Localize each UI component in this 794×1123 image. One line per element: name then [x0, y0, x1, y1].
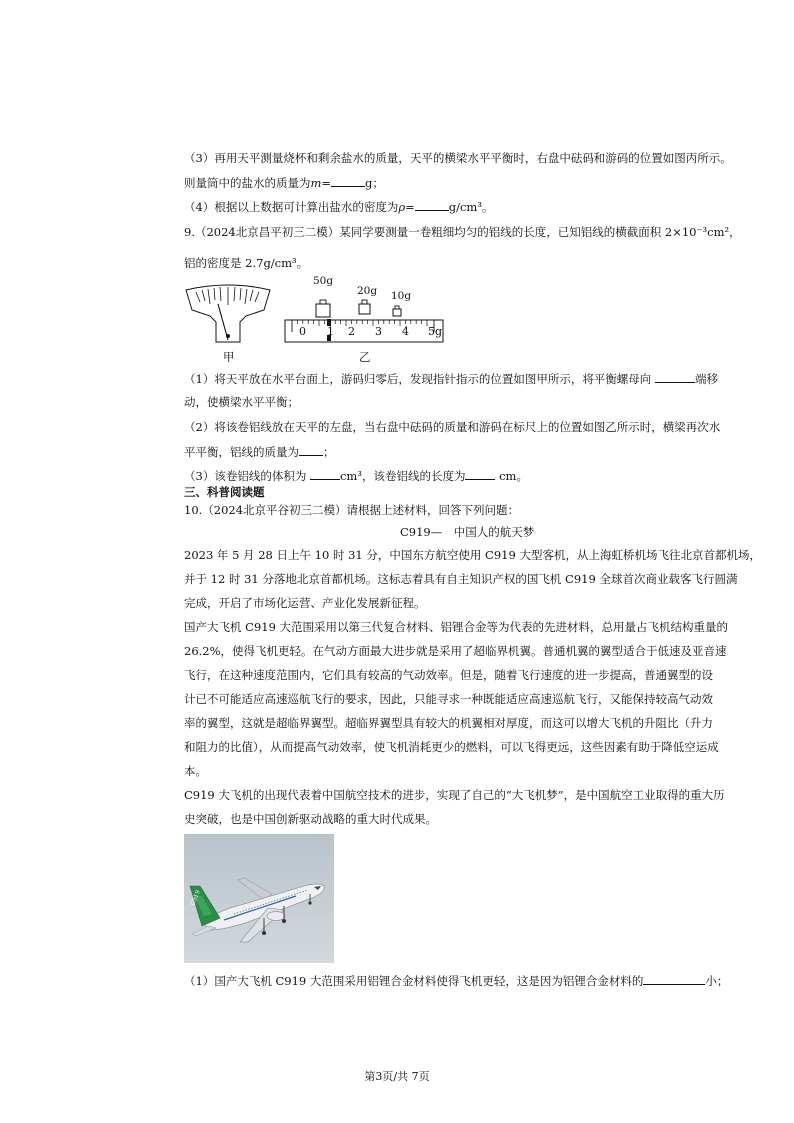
q9-stem-line2: 铝的密度是 2.7g/cm³。	[184, 256, 309, 270]
weight-label-20g: 20g	[357, 285, 378, 297]
figure-yi-label: 乙	[359, 350, 371, 364]
q8-part3-line1: （3）再用天平测量烧杯和剩余盐水的质量，天平的横梁水平平衡时，右盘中砝码和游码的位置如图丙所示。	[184, 151, 732, 165]
article-title: C919— 中国人的航天梦	[400, 525, 535, 539]
article-para1-line1: 2023 年 5 月 28 日上午 10 时 31 分，中国东方航空使用 C919 大型客机，从上海虹桥机场飞往北京首都机场，	[184, 548, 761, 562]
answer-blank[interactable]	[465, 467, 495, 480]
ruler-tick-3: 3	[375, 325, 382, 338]
c919-airplane-photo	[184, 834, 334, 963]
q8-part3-line2: 则量筒中的盐水的质量为m= g；	[184, 176, 384, 190]
article-para2-line5: 率的翼型，这就是超临界翼型。超临界翼型具有较大的机翼相对厚度，而这可以增大飞机的升阻比（升力	[184, 716, 713, 730]
q9-stem-line1: 9.（2024北京昌平初三二模）某同学要测量一卷粗细均匀的铝线的长度，已知铝线的横截面积 2×10⁻³cm²，	[184, 225, 741, 239]
figure-yi-weights-and-ruler	[282, 288, 448, 350]
q10-part1: （1）国产大飞机 C919 大范围采用铝锂合金材料使得飞机更轻，这是因为铝锂合金材料的 小；	[184, 974, 729, 988]
figure-jia-label: 甲	[223, 350, 235, 364]
section-heading-science-reading: 三、科普阅读题	[184, 485, 265, 499]
q10-stem: 10.（2024北京平谷初三二模）请根据上述材料，回答下列问题：	[184, 503, 520, 517]
ruler-tick-1: 1	[327, 325, 334, 338]
ruler-tick-4: 4	[402, 325, 409, 338]
article-para3-line2: 史突破，也是中国创新驱动战略的重大时代成果。	[184, 812, 437, 826]
page-footer: 第3页/共 7页	[364, 1070, 430, 1083]
answer-blank[interactable]	[331, 174, 365, 187]
q9-part2-line1: （2）将该卷铝线放在天平的左盘，当右盘中砝码的质量和游码在标尺上的位置如图乙所示时，横梁再次水	[184, 420, 721, 434]
article-para2-line2: 26.2%，使得飞机更轻。在气动方面最大进步就是采用了超临界机翼。普通机翼的翼型适合于低速及亚音速	[184, 644, 727, 658]
article-para2-line6: 和阻力的比值），从而提高气动效率，使飞机消耗更少的燃料，可以飞得更远，这些因素有助于降低空运成	[184, 740, 719, 754]
weight-label-50g: 50g	[313, 275, 334, 287]
answer-blank[interactable]	[643, 972, 705, 985]
article-para2-line3: 飞行，在这种速度范围内，它们具有较高的气动效率。但是，随着飞行速度的进一步提高，普通翼型的设	[184, 668, 713, 682]
ruler-tick-2: 2	[348, 325, 355, 338]
answer-blank[interactable]	[299, 443, 323, 456]
figure-jia-pointer-scale	[182, 284, 274, 346]
q8-part4: （4）根据以上数据可计算出盐水的密度为ρ= g/cm³。	[184, 200, 494, 214]
answer-blank[interactable]	[310, 467, 340, 480]
weight-label-10g: 10g	[391, 290, 412, 302]
article-para2-line4: 计已不可能适应高速巡航飞行的要求，因此，只能寻求一种既能适应高速巡航飞行，又能保持较高气动效	[184, 692, 713, 706]
q9-part2-line2: 平平衡，铝线的质量为 ；	[184, 445, 335, 459]
c919-tail-text: C919	[189, 889, 202, 907]
answer-blank[interactable]	[415, 198, 449, 211]
q9-part1-line2: 动，使横梁水平平衡；	[184, 395, 299, 409]
article-para1-line3: 完成，开启了市场化运营、产业化发展新征程。	[184, 596, 426, 610]
ruler-tick-0: 0	[299, 325, 306, 338]
article-para3-line1: C919 大飞机的出现代表着中国航空技术的进步，实现了自己的“大飞机梦”，是中国航空工业取得的重大历	[184, 788, 725, 802]
article-para2-line7: 本。	[184, 764, 207, 778]
q9-part1-line1: （1）将天平放在水平台面上，游码归零后，发现指针指示的位置如图甲所示，将平衡螺母向 端移	[184, 372, 718, 386]
article-para2-line1: 国产大飞机 C919 大范围采用以第三代复合材料、铝锂合金等为代表的先进材料，总用量占飞机结构重量的	[184, 620, 729, 634]
q9-part3: （3）该卷铝线的体积为 cm³，该卷铝线的长度为 cm。	[184, 469, 528, 483]
ruler-tick-5g: 5g	[428, 325, 443, 338]
article-para1-line2: 并于 12 时 31 分落地北京首都机场。这标志着具有自主知识产权的国飞机 C919 全球首次商业载客飞行圆满	[184, 572, 738, 586]
answer-blank[interactable]	[655, 370, 695, 383]
